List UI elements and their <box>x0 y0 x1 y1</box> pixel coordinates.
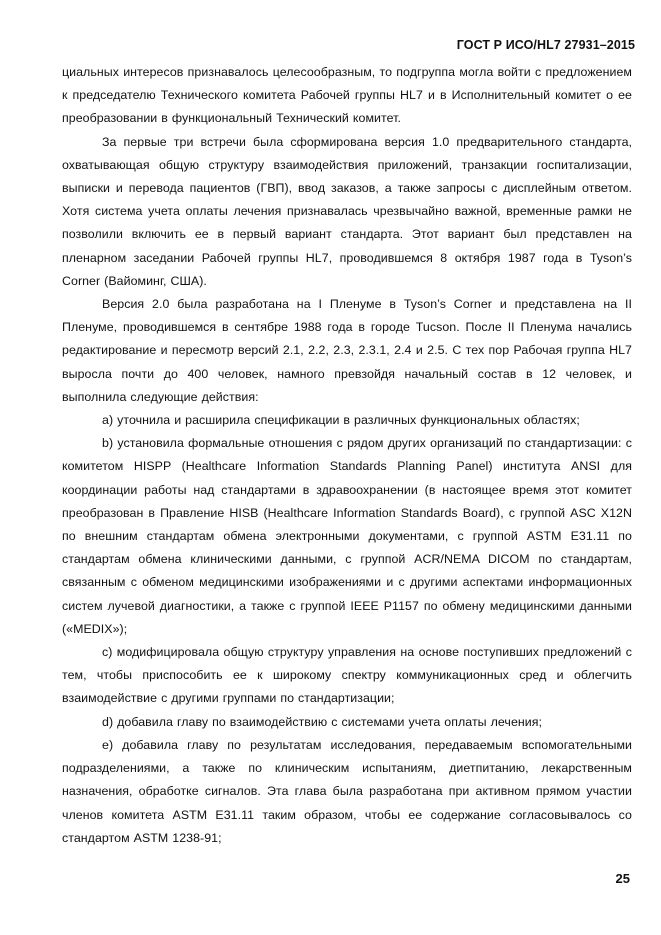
document-header: ГОСТ Р ИСО/HL7 27931–2015 <box>456 38 635 52</box>
list-item-c: c) модифицировала общую структуру управления на основе поступивших предложений с тем, чтобы приспособить ее к широкому спектру коммуникационных сред и облегчить взаимодействие с другими группами по стандартизации; <box>62 645 632 706</box>
document-body <box>62 61 632 850</box>
paragraph-version-2: Версия 2.0 была разработана на I Пленуме в Tyson’s Corner и представлена на II Пленуме, проводившемся в сентябре 1988 года в городе Tucson. После II Пленума начались редактирование и пересмотр версий 2.1, 2.2, 2.3, 2.3.1, 2.4 и 2.5. С тех пор Рабочая группа HL7 выросла почти до 400 человек, намного превзойдя начальный состав в 12 человек, и выполнила следующие действия: <box>62 297 632 404</box>
paragraph-continuation: циальных интересов признавалось целесообразным, то подгруппа могла войти с предложением к председателю Технического комитета Рабочей группы HL7 и в Исполнительный комитет о ее преобразовании в функциональный Технический комитет. <box>62 65 632 126</box>
page-number: 25 <box>615 871 630 886</box>
list-item-d: d) добавила главу по взаимодействию с системами учета оплаты лечения; <box>102 714 542 729</box>
list-item-b: b) установила формальные отношения с рядом других организаций по стандартизации: с комитетом HISPP (Healthcare Information Standards Planning Panel) института ANSI для координации работы над стандартами в здравоохранении (в настоящее время этот комитет преобразован в Правление HISB (Healthcare Information Standards Board), с группой ASC X12N по внешним стандартам обмена электронными документами, с группой ASTM E31.11 по стандартам обмена клиническими данными, с группой ACR/NEMA DICOM по стандартам, связанным с обменом медицинскими изображениями и с другими аспектами информационных систем лучевой диагностики, а также с группой IEEE P1157 по обмену медицинскими данными («MEDIX»); <box>62 436 632 636</box>
list-item-e: e) добавила главу по результатам исследования, передаваемым вспомогательными подразделениями, а также по клиническим испытаниям, диетпитанию, лекарственным назначения, обработке сигналов. Эта глава была разработана при активном прямом участии членов комитета ASTM E31.11 таким образом, чтобы ее содержание согласовывалось со стандартом ASTM 1238-91; <box>62 737 632 845</box>
list-item-a: a) уточнила и расширила спецификации в различных функциональных областях; <box>102 413 580 428</box>
paragraph-version-1: За первые три встречи была сформирована версия 1.0 предварительного стандарта, охватывающая общую структуру взаимодействия приложений, транзакции госпитализации, выписки и перевода пациентов (ГВП), ввод заказов, а также запросы с дисплейным ответом. Хотя система учета оплаты лечения признавалась чрезвычайно важной, временные рамки не позволили включить ее в первый вариант стандарта. Этот вариант был представлен на пленарном заседании Рабочей группы HL7, проводившемся 8 октября 1987 года в Tyson’s Corner (Вайоминг, США). <box>62 134 632 288</box>
